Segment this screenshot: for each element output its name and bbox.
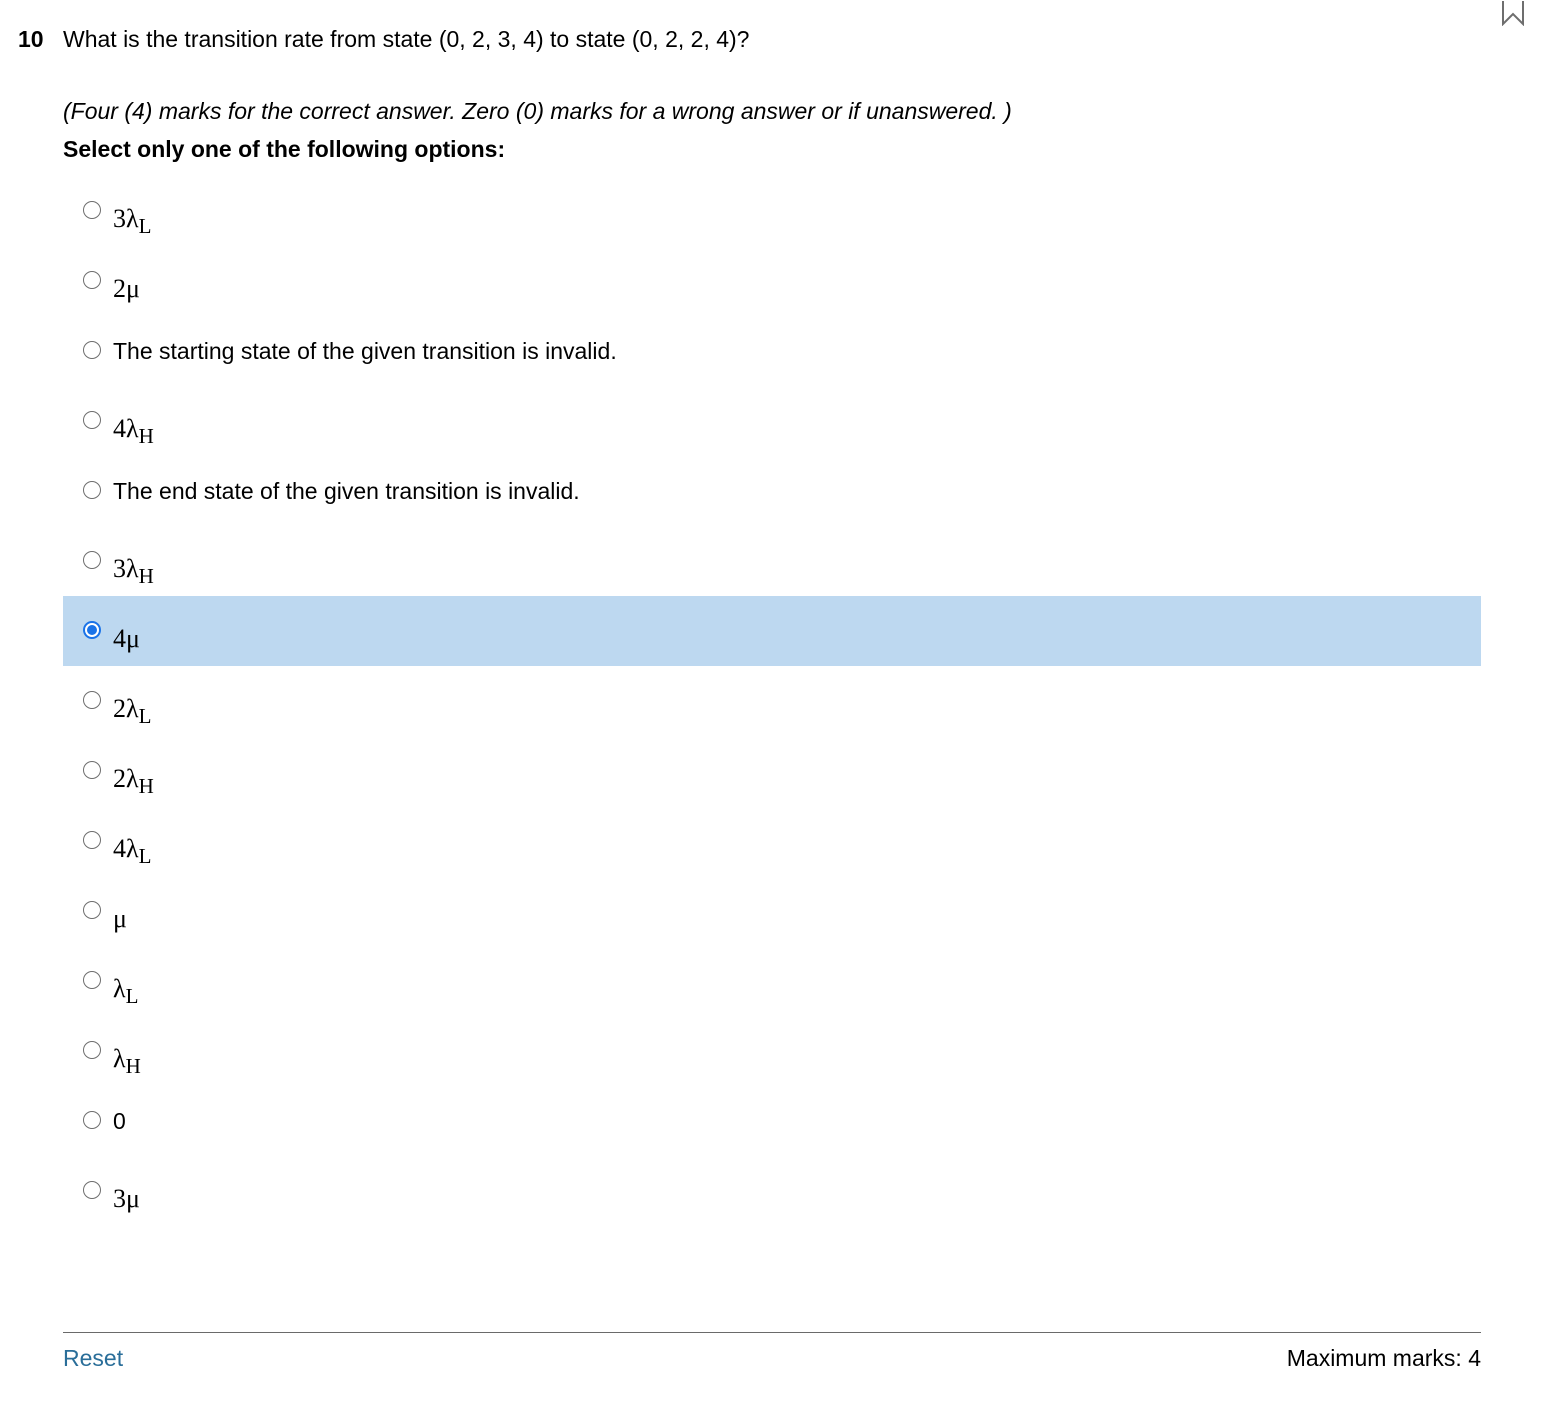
option-label: 0 — [113, 1108, 126, 1134]
option[interactable] — [63, 246, 1481, 316]
question-number: 10 — [18, 26, 44, 52]
option[interactable] — [63, 1156, 1481, 1226]
option-radio[interactable] — [83, 901, 101, 919]
option-label: $\lambda_L$ — [113, 974, 139, 1008]
option-label: $3\lambda_L$ — [113, 204, 152, 238]
reset-link[interactable]: Reset — [63, 1345, 124, 1371]
option-label: $2\lambda_L$ — [113, 694, 152, 728]
option-label: 2μ — [113, 274, 140, 303]
option-radio-checked[interactable] — [83, 621, 101, 639]
option-radio[interactable] — [83, 1111, 101, 1129]
option[interactable] — [63, 1086, 1481, 1156]
option-radio[interactable] — [83, 411, 101, 429]
option[interactable] — [63, 666, 1481, 736]
option-radio[interactable] — [83, 341, 101, 359]
option[interactable] — [63, 876, 1481, 946]
option[interactable] — [63, 526, 1481, 596]
option-radio[interactable] — [83, 831, 101, 849]
option-label: The starting state of the given transition is invalid. — [113, 338, 617, 364]
option-radio[interactable] — [83, 971, 101, 989]
option-radio[interactable] — [83, 1041, 101, 1059]
option-label: $4\lambda_H$ — [113, 414, 154, 448]
option[interactable] — [63, 946, 1481, 1016]
option[interactable] — [63, 736, 1481, 806]
footer-divider — [63, 1332, 1481, 1333]
option-radio[interactable] — [83, 481, 101, 499]
option-label: $\lambda_H$ — [113, 1044, 141, 1078]
option[interactable] — [63, 806, 1481, 876]
option-label: The end state of the given transition is invalid. — [113, 478, 580, 504]
option-radio[interactable] — [83, 761, 101, 779]
bookmark-icon[interactable] — [1500, 0, 1526, 26]
question-text: What is the transition rate from state (0, 2, 3, 4) to state (0, 2, 2, 4)? — [63, 26, 750, 52]
option-label: $3\lambda_H$ — [113, 554, 154, 588]
option[interactable] — [63, 1016, 1481, 1086]
option-label: 4μ — [113, 624, 140, 653]
option-selected[interactable] — [63, 596, 1481, 666]
option-label: 3μ — [113, 1184, 140, 1213]
option[interactable] — [63, 316, 1481, 386]
option-label: $4\lambda_L$ — [113, 834, 152, 868]
option-radio[interactable] — [83, 1181, 101, 1199]
option[interactable] — [63, 386, 1481, 456]
option[interactable] — [63, 456, 1481, 526]
option[interactable] — [63, 176, 1481, 246]
instruction: Select only one of the following options: — [63, 136, 506, 162]
options-list — [63, 176, 1481, 1226]
option-radio[interactable] — [83, 201, 101, 219]
option-radio[interactable] — [83, 551, 101, 569]
maximum-marks: Maximum marks: 4 — [1286, 1345, 1481, 1371]
option-label: μ — [113, 904, 127, 933]
option-radio[interactable] — [83, 271, 101, 289]
option-label: $2\lambda_H$ — [113, 764, 154, 798]
marks-note: (Four (4) marks for the correct answer. Zero (0) marks for a wrong answer or if unanswered. ) — [63, 98, 1012, 124]
option-radio[interactable] — [83, 691, 101, 709]
